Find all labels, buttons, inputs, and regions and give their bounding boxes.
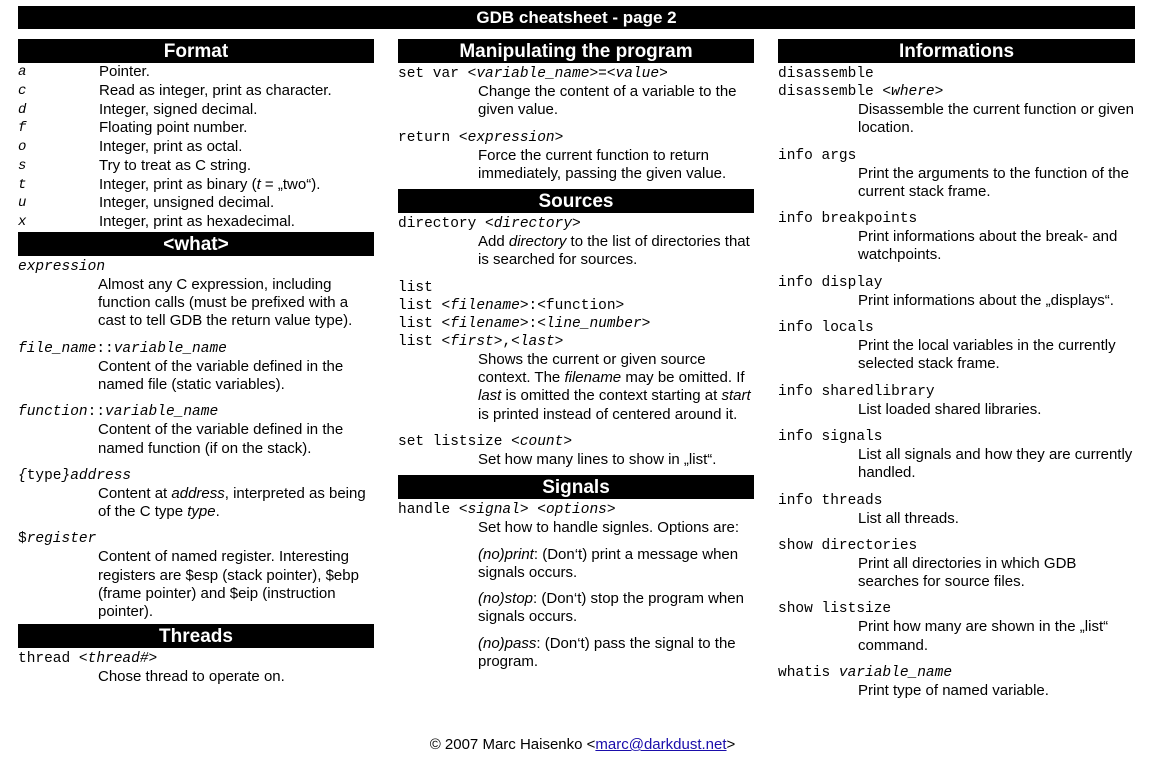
cmd-line: info locals xyxy=(778,320,874,337)
threads-heading: Threads xyxy=(18,624,374,648)
cmd-text: list xyxy=(398,279,433,296)
desc-text: . xyxy=(215,503,220,521)
cmd-text: list xyxy=(398,315,442,332)
cmd-line xyxy=(398,501,754,519)
handle-entry xyxy=(398,501,754,671)
cmd-line xyxy=(398,65,754,83)
cmd-arg: <signal> xyxy=(458,502,529,519)
desc-em: (no)print xyxy=(478,545,534,563)
desc-text: may be omitted. If xyxy=(621,369,745,387)
cmd-arg: variable_name xyxy=(105,404,219,421)
format-row xyxy=(18,194,374,213)
cmd-line: info sharedlibrary xyxy=(778,383,935,400)
desc-em: (no)stop xyxy=(478,590,534,608)
cmd-text: type xyxy=(26,467,62,484)
cmd-desc: Print informations about the break- and watchpoints. xyxy=(858,228,1118,264)
cmd-line xyxy=(778,664,1135,682)
cmd-arg: <thread#> xyxy=(78,650,158,667)
cmd-text: whatis xyxy=(778,665,839,682)
cmd-desc: Force the current function to return immediately, passing the given value. xyxy=(478,146,727,182)
cmd-line xyxy=(398,297,754,315)
info-entry xyxy=(778,600,1135,655)
cmd-text: $ xyxy=(18,531,27,548)
what-expression xyxy=(18,258,374,331)
what-file-var xyxy=(18,340,374,395)
cmd-desc xyxy=(478,233,754,270)
cmd-arg: <value> xyxy=(606,66,668,82)
what-func-var xyxy=(18,403,374,458)
desc-text: Shows the current or given source context. The xyxy=(478,350,706,387)
format-heading: Format xyxy=(18,39,374,63)
cmd-desc: List loaded shared libraries. xyxy=(858,400,1042,418)
desc-text: Add xyxy=(478,233,509,251)
format-key: u xyxy=(18,195,27,212)
info-entry xyxy=(778,428,1135,483)
format-desc: Integer, print as hexadecimal. xyxy=(99,213,295,230)
info-entry xyxy=(778,147,1135,202)
cmd-line xyxy=(18,650,374,668)
desc-em: address xyxy=(171,484,225,502)
desc-em: start xyxy=(721,387,751,405)
list-entry xyxy=(398,279,754,424)
cmd-text: disassemble xyxy=(778,66,874,82)
desc-text: Content at xyxy=(98,484,172,502)
format-key: o xyxy=(18,139,27,155)
cmd-desc: Change the content of a variable to the given value. xyxy=(478,83,737,119)
format-desc-text: = „two“). xyxy=(260,175,321,193)
cmd-text: handle xyxy=(398,502,459,519)
cmd-arg: <line_number> xyxy=(537,315,651,332)
format-key: s xyxy=(18,157,27,174)
what-heading: <what> xyxy=(18,232,374,256)
format-desc: Integer, print as octal. xyxy=(99,138,243,155)
cmd-arg: variable_name xyxy=(838,665,953,682)
desc-text: to the list of directories that is searched for sources. xyxy=(478,233,750,269)
cmd-text: set var xyxy=(398,66,468,82)
cmd-text: list xyxy=(398,297,442,314)
desc-para xyxy=(478,635,754,672)
format-desc: Try to treat as C string. xyxy=(99,156,251,174)
desc-text: : (Don‘t) pass the signal to the program. xyxy=(478,634,736,671)
cmd-arg: <expression> xyxy=(458,129,564,146)
info-entry xyxy=(778,537,1135,592)
format-desc: Integer, signed decimal. xyxy=(99,100,258,118)
cmd-arg: file_name xyxy=(18,340,97,357)
cmd-arg: } xyxy=(61,467,71,484)
cmd-arg: <variable_name> xyxy=(467,66,599,82)
cmd-line xyxy=(778,83,1135,101)
disassemble-entry xyxy=(778,65,1135,138)
cmd-line: show listsize xyxy=(778,601,892,618)
format-row xyxy=(18,213,374,232)
cmd-desc: Disassemble the current function or given location. xyxy=(858,101,1134,137)
info-entry xyxy=(778,319,1135,374)
cmd-text: :<function> xyxy=(528,297,625,314)
desc-em: last xyxy=(478,387,502,405)
cmd-desc: Print the arguments to the function of the current stack frame. xyxy=(858,164,1129,200)
cmd-desc: List all signals and how they are currently handled. xyxy=(858,445,1133,482)
cmd-text: thread xyxy=(18,650,79,667)
cmd-desc: Set how many lines to show in „list“. xyxy=(478,450,717,468)
format-desc: Read as integer, print as character. xyxy=(99,81,332,99)
cmd-arg: <options> xyxy=(537,502,616,519)
cmd-text xyxy=(529,502,538,518)
cmd-desc: Print informations about the „displays“. xyxy=(858,291,1114,309)
format-row xyxy=(18,157,374,176)
cmd-arg: <filename> xyxy=(441,315,529,332)
desc-text: , interpreted as being of the C type xyxy=(98,484,366,521)
cmd-arg: <directory> xyxy=(485,216,581,233)
desc-text: : (Don‘t) stop the program when signals occurs. xyxy=(478,590,744,626)
desc-text: is omitted the context starting at xyxy=(501,387,722,405)
format-desc: Pointer. xyxy=(99,63,150,80)
column-right xyxy=(778,39,1135,700)
cmd-line xyxy=(18,340,374,358)
cmd-text: list xyxy=(398,333,442,350)
cmd-line xyxy=(18,258,374,276)
cmd-line xyxy=(18,403,374,421)
cmd-line xyxy=(18,467,374,485)
footer-suffix: > xyxy=(726,736,736,753)
info-entry xyxy=(778,210,1135,265)
format-key: a xyxy=(18,64,27,80)
cmd-text: = xyxy=(598,66,607,82)
format-row xyxy=(18,101,374,120)
cmd-text: :: xyxy=(96,340,114,357)
column-left xyxy=(18,39,374,686)
cmd-line: info display xyxy=(778,274,883,291)
cmd-line xyxy=(398,129,754,147)
what-type-address xyxy=(18,467,374,522)
listsize-entry xyxy=(398,433,754,469)
cmd-desc: Print the local variables in the currently selected stack frame. xyxy=(858,337,1116,373)
format-key: x xyxy=(18,214,27,230)
cmd-line: info args xyxy=(778,147,857,164)
manipulating-heading: Manipulating the program xyxy=(398,39,754,63)
format-row xyxy=(18,138,374,157)
cmd-desc xyxy=(478,519,754,671)
cmd-line xyxy=(778,65,1135,83)
desc-em: type xyxy=(187,503,216,521)
column-middle xyxy=(398,39,754,671)
cmd-text: : xyxy=(528,315,538,332)
cmd-arg: variable_name xyxy=(113,340,227,357)
cmd-desc: Content of the variable defined in the named function (if on the stack). xyxy=(98,421,344,457)
cmd-line: show directories xyxy=(778,537,918,554)
signals-heading: Signals xyxy=(398,475,754,499)
info-entry xyxy=(778,274,1135,310)
format-key: f xyxy=(18,120,27,137)
cmd-line xyxy=(398,333,754,351)
format-desc: Floating point number. xyxy=(99,119,248,137)
desc-para: Set how to handle signles. Options are: xyxy=(478,519,739,537)
cmd-text: set listsize xyxy=(398,433,512,450)
directory-entry xyxy=(398,215,754,270)
format-row xyxy=(18,176,374,195)
format-row xyxy=(18,82,374,101)
cmd-desc: List all threads. xyxy=(858,509,959,527)
format-row xyxy=(18,63,374,82)
cmd-arg: register xyxy=(26,531,97,548)
cmd-arg: <last> xyxy=(511,333,564,350)
format-key: d xyxy=(18,101,27,118)
cmd-desc: Chose thread to operate on. xyxy=(98,667,285,685)
cmd-arg: expression xyxy=(18,258,106,275)
cmd-arg: address xyxy=(70,467,132,484)
what-register xyxy=(18,530,374,621)
footer-email-link[interactable]: marc@darkdust.net xyxy=(595,736,727,753)
cmd-arg: <count> xyxy=(511,433,573,450)
cmd-desc xyxy=(98,485,374,522)
desc-em: (no)pass xyxy=(478,634,537,652)
cmd-line: info threads xyxy=(778,492,883,509)
format-desc-em: t xyxy=(256,175,261,193)
cmd-desc: Content of the variable defined in the named file (static variables). xyxy=(98,357,344,393)
whatis-entry xyxy=(778,664,1135,700)
format-key: t xyxy=(18,176,27,193)
desc-em: filename xyxy=(564,369,622,387)
cmd-text: directory xyxy=(398,216,486,233)
page-title: GDB cheatsheet - page 2 xyxy=(18,6,1135,29)
desc-text: is printed instead of centered around it. xyxy=(478,405,738,423)
cmd-line xyxy=(398,279,754,297)
format-desc xyxy=(99,176,320,195)
cmd-arg: <first> xyxy=(441,333,503,350)
cmd-arg: { xyxy=(18,467,27,484)
info-entry xyxy=(778,383,1135,419)
desc-text: : (Don‘t) print a message when signals occurs. xyxy=(478,545,739,581)
cmd-text: , xyxy=(502,333,512,350)
informations-heading: Informations xyxy=(778,39,1135,63)
footer xyxy=(0,736,1165,754)
cmd-desc xyxy=(478,351,754,424)
sources-heading: Sources xyxy=(398,189,754,213)
cmd-arg: <where> xyxy=(882,84,944,100)
format-desc: Integer, unsigned decimal. xyxy=(99,194,275,212)
threads-entry xyxy=(18,650,374,686)
format-desc-text: Integer, print as binary ( xyxy=(99,175,257,193)
desc-para xyxy=(478,590,754,627)
return-entry xyxy=(398,129,754,184)
cmd-desc: Print all directories in which GDB searches for source files. xyxy=(858,554,1077,591)
cmd-line xyxy=(398,433,754,451)
cmd-text: :: xyxy=(87,404,106,421)
cmd-line: info breakpoints xyxy=(778,211,918,228)
cmd-line xyxy=(18,530,374,548)
cmd-desc: Print how many are shown in the „list“ command. xyxy=(858,618,1109,654)
set-var-entry xyxy=(398,65,754,120)
footer-copyright: © 2007 Marc Haisenko < xyxy=(429,736,596,753)
cmd-desc: Almost any C expression, including function calls (must be prefixed with a cast to tell GDB the return value type). xyxy=(98,275,353,330)
format-key: c xyxy=(18,82,27,99)
cmd-desc: Print type of named variable. xyxy=(858,682,1049,700)
cmd-text: return xyxy=(398,129,459,146)
cmd-line: info signals xyxy=(778,428,883,445)
cmd-line xyxy=(398,215,754,233)
format-list xyxy=(18,63,374,232)
cmd-arg: <filename> xyxy=(441,297,529,314)
cmd-line xyxy=(398,315,754,333)
format-row xyxy=(18,119,374,138)
cmd-desc: Content of named register. Interesting registers are $esp (stack pointer), $ebp (frame pointer) and $eip (instruction pointer). xyxy=(98,548,359,621)
desc-em: directory xyxy=(508,233,567,251)
cmd-text: disassemble xyxy=(778,84,883,100)
cmd-arg: function xyxy=(18,404,88,421)
desc-para xyxy=(478,546,754,583)
info-entry xyxy=(778,492,1135,528)
